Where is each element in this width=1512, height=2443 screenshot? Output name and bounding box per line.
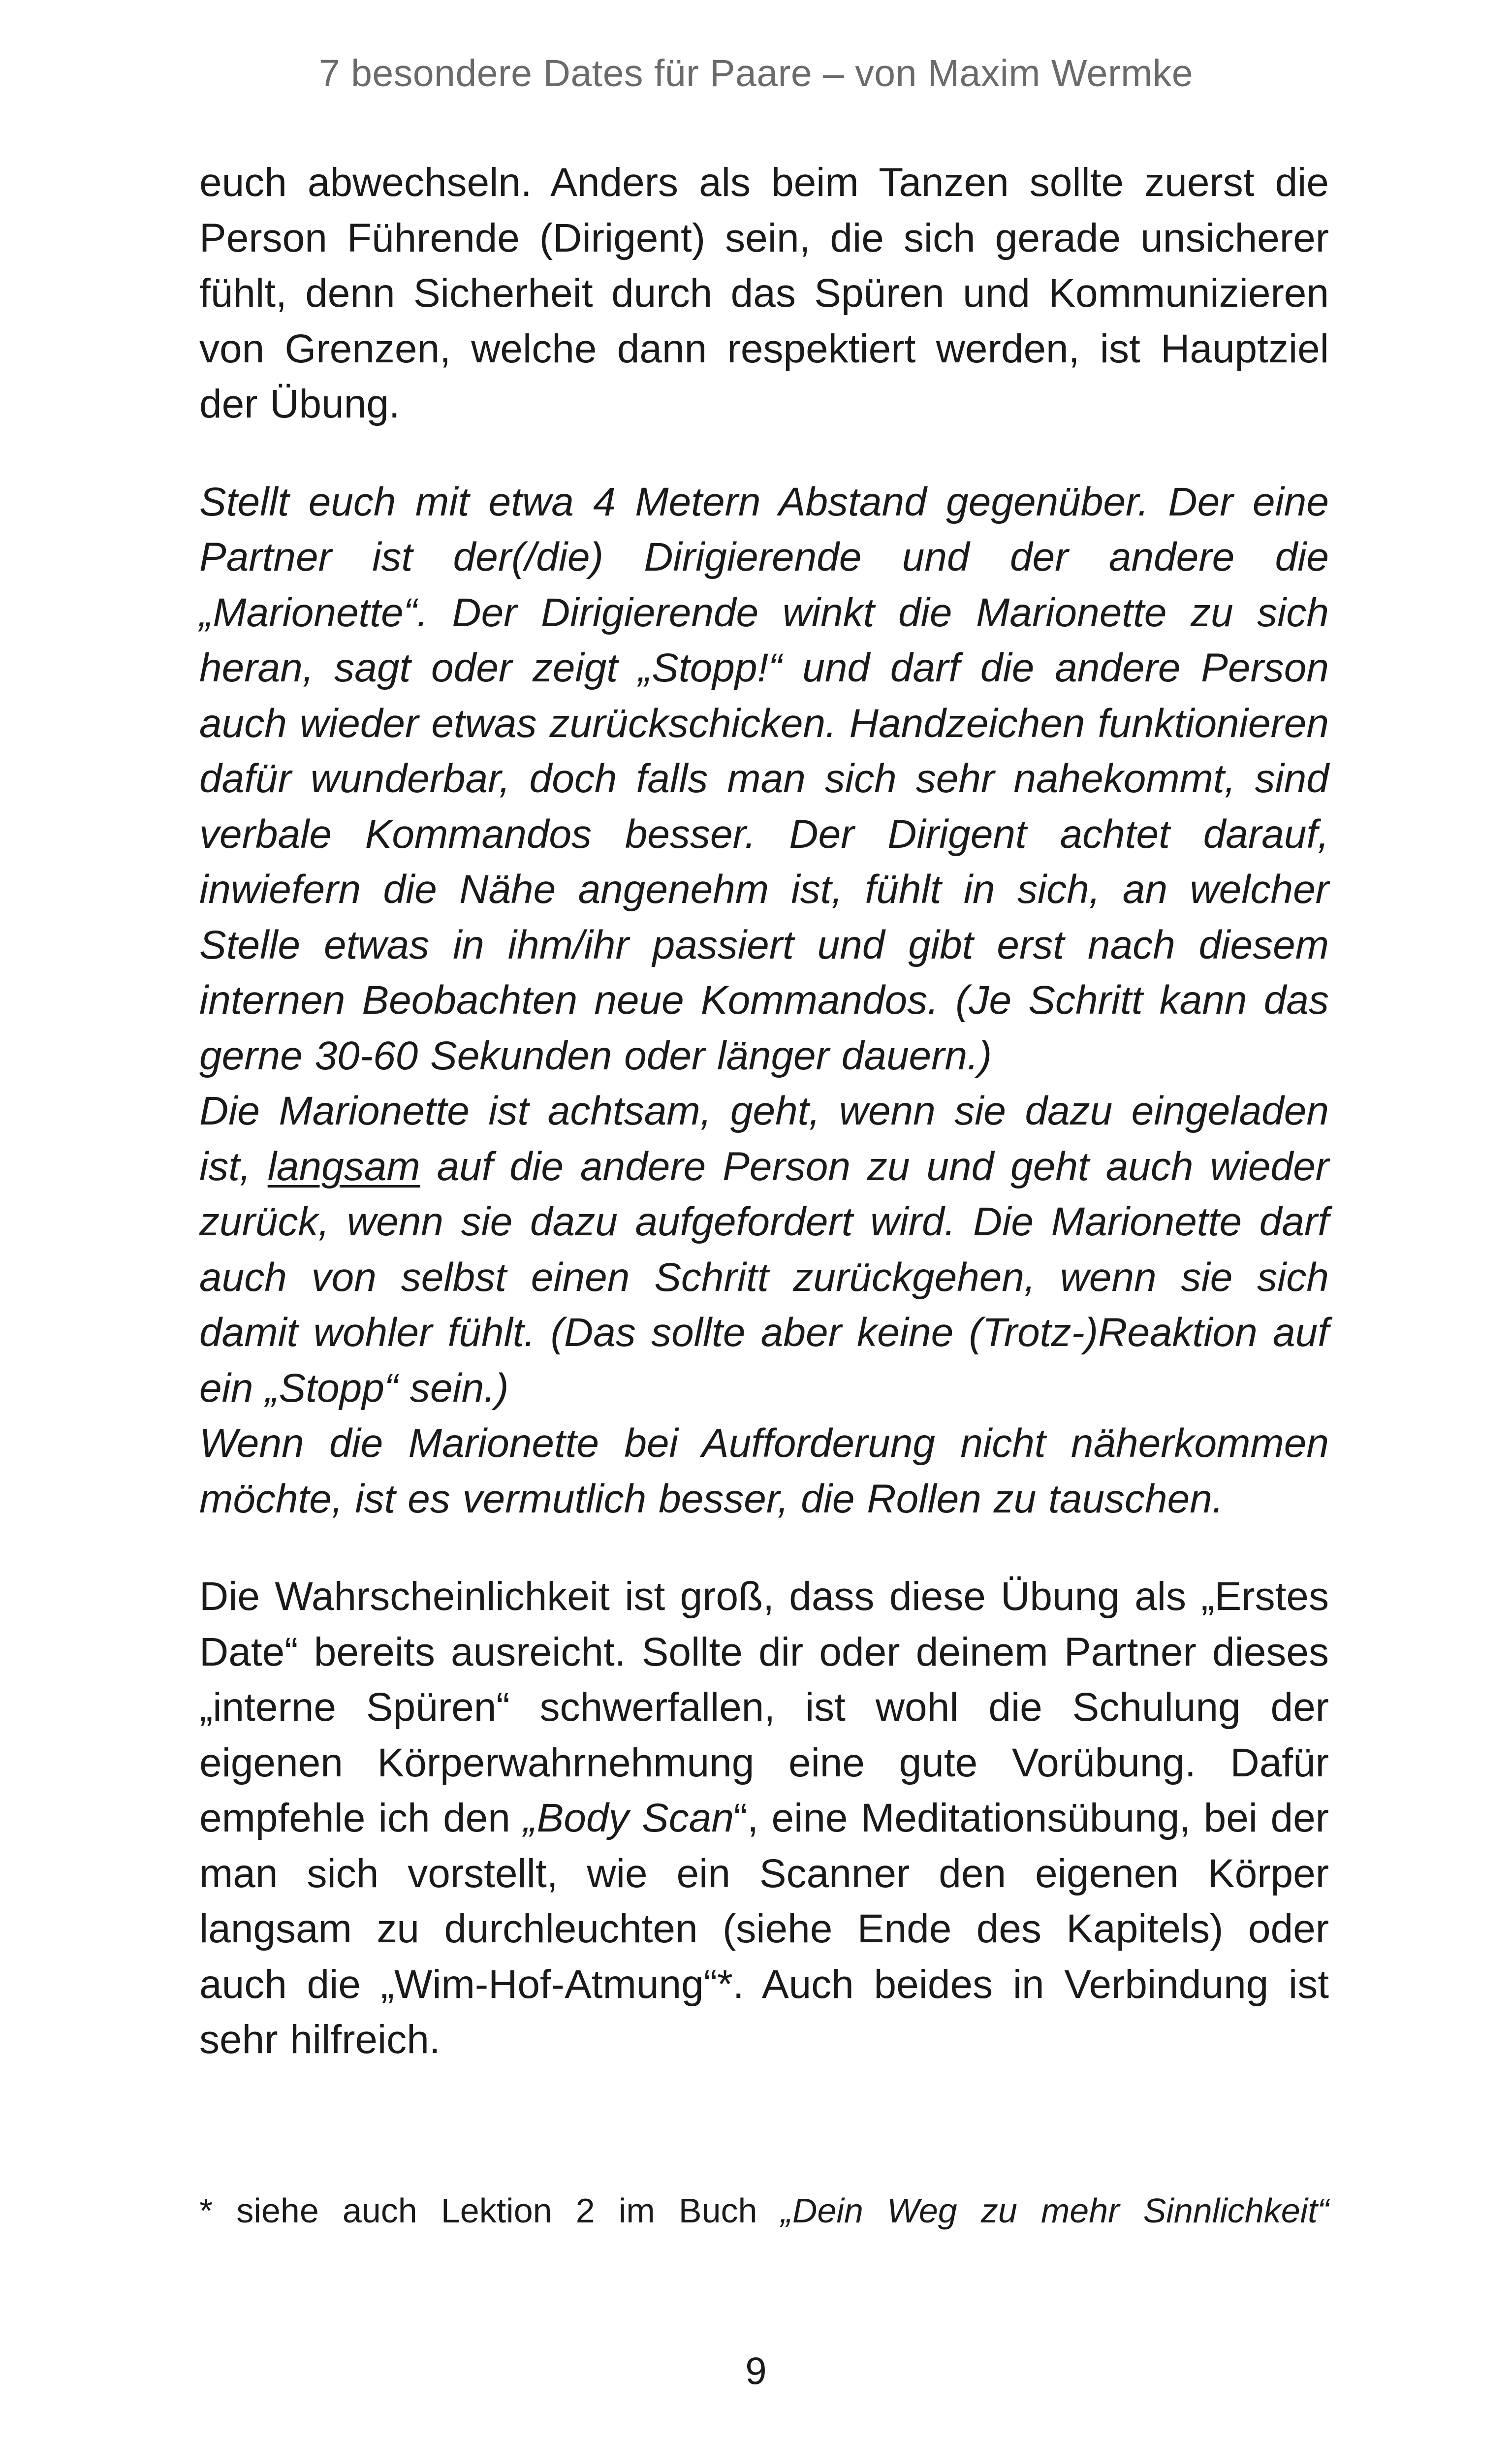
conclusion-italic-term: „Body Scan (523, 1796, 734, 1840)
conclusion-after: “, eine Meditationsübung, bei der man sich vorstellt, wie ein Scanner den eigenen Körper langsam zu durchleuchten (siehe Ende des Kapitels) oder auch die „Wim-Hof-Atmung“*. Auch beides in Verbindung ist sehr hilfreich. (199, 1796, 1329, 2062)
instructions-part-2-after: auf die andere Person zu und geht auch wieder zurück, wenn sie dazu aufgefordert wird. Die Marionette darf auch von selbst einen Schritt zurückgehen, wenn sie sich damit wohler fühlt. (Das sollte aber keine (Trotz-)Reaktion auf ein „Stopp“ sein.) (199, 1144, 1329, 1411)
instructions-part-1: Stellt euch mit etwa 4 Metern Abstand gegenüber. Der eine Partner ist der(/die) Dirigierende und der andere die „Marionette“. Der Dirigierende winkt die Marionette zu sich heran, sagt oder zeigt „Stopp!“ und darf die andere Person auch wieder etwas zurückschicken. Handzeichen funktionieren dafür wunderbar, doch falls man sich sehr nahekommt, sind verbale Kommandos besser. Der Dirigent achtet darauf, inwiefern die Nähe angenehm ist, fühlt in sich, an welcher Stelle etwas in ihm/ihr passiert und gibt erst nach diesem internen Beobachten neue Kommandos. (Je Schritt kann das gerne 30-60 Sekunden oder länger dauern.) (199, 479, 1329, 1078)
paragraph-gap (199, 432, 1329, 475)
paragraph-exercise-instructions (199, 475, 1329, 1527)
page-body (199, 155, 1329, 2068)
footnote (199, 2186, 1329, 2235)
conclusion-before: Die Wahrscheinlichkeit ist groß, dass diese Übung als „Erstes Date“ bereits ausreicht. Sollte dir oder deinem Partner dieses „interne Spüren“ schwerfallen, ist wohl die Schulung der eigenen Körperwahrnehmung eine gute Vorübung. Dafür empfehle ich den (199, 1574, 1329, 1840)
paragraph-intro: euch abwechseln. Anders als beim Tanzen sollte zuerst die Person Führende (Dirigent) sein, die sich gerade unsicherer fühlt, denn Sicherheit durch das Spüren und Kommunizieren von Grenzen, welche dann respektiert werden, ist Hauptziel der Übung. (199, 160, 1329, 426)
instructions-part-2-before: Die Marionette ist achtsam, geht, wenn sie dazu eingeladen ist, (199, 1089, 1329, 1189)
paragraph-gap (199, 1527, 1329, 1569)
page-number: 9 (745, 2349, 767, 2392)
instructions-part-3: Wenn die Marionette bei Aufforderung nicht näherkommen möchte, ist es vermutlich besser, die Rollen zu tauschen. (199, 1421, 1329, 1521)
paragraph-conclusion (199, 1569, 1329, 2068)
footnote-text: * siehe auch Lektion 2 im Buch (199, 2191, 781, 2230)
instructions-underlined-word: langsam (267, 1144, 420, 1189)
footnote-book-title: „Dein Weg zu mehr Sinnlichkeit“ (781, 2191, 1329, 2230)
page-header: 7 besondere Dates für Paare – von Maxim Wermke (318, 52, 1194, 95)
